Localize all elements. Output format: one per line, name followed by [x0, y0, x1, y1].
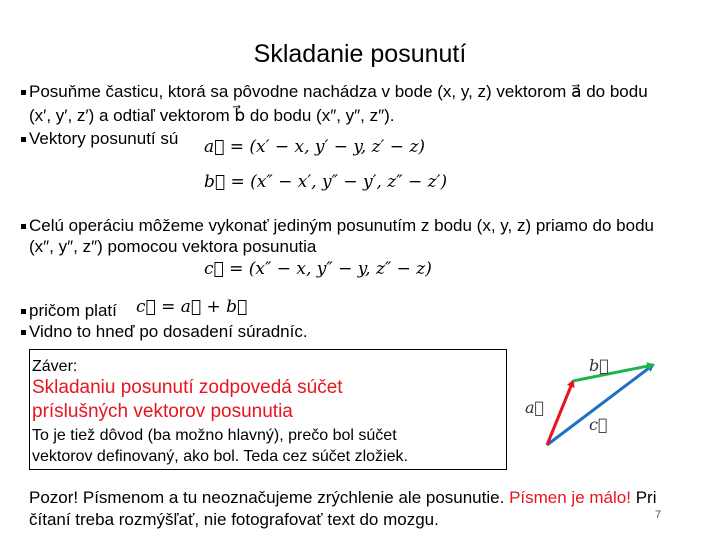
bullet [21, 90, 26, 95]
paragraph2-line3: pričom platí [29, 301, 117, 320]
equation-c: c⃗ = (x″ − x, y″ − y, z″ − z) [204, 259, 432, 279]
vector-addition-diagram [515, 345, 665, 465]
conclusion-headline-line2: príslušných vektorov posunutia [32, 401, 293, 422]
conclusion-body-line1: To je tiež dôvod (ba možno hlavný), prečo bol súčet [32, 427, 397, 444]
paragraph2-line2: (x″, y″, z″) pomocou vektora posunutia [29, 237, 317, 256]
slide-title: Skladanie posunutí [253, 40, 467, 68]
conclusion-body-line2: vektorov definovaný, ako bol. Teda cez súčet zložiek. [32, 448, 408, 465]
page-number: 7 [655, 509, 662, 521]
equation-b: b⃗ = (x″ − x′, y″ − y′, z″ − z′) [204, 172, 448, 192]
paragraph2-line4: Vidno to hneď po dosadení súradníc. [29, 322, 308, 341]
footer-warning: Pozor! Písmenom a tu neoznačujeme zrýchlenie ale posunutie. [29, 488, 505, 507]
conclusion-label: Záver: [32, 358, 78, 375]
vector-a-label: a⃗ [525, 398, 545, 417]
conclusion-headline-line1: Skladaniu posunutí zodpovedá súčet [32, 377, 343, 398]
bullet [21, 330, 26, 335]
footer-continuation: Pri [635, 488, 657, 507]
bullet [21, 224, 26, 229]
bullet [21, 309, 26, 314]
bullet [21, 137, 26, 142]
equation-sum: c⃗ = a⃗ + b⃗ [136, 297, 248, 317]
footer-line2: čítaní treba rozmýšľať, nie fotografovať text do mozgu. [29, 510, 439, 529]
paragraph1-line1: Posuňme časticu, ktorá sa pôvodne nachádza v bode (x, y, z) vektorom a⃗ do bodu [29, 82, 648, 101]
footer-line1 [29, 487, 656, 508]
paragraph2-line1: Celú operáciu môžeme vykonať jediným posunutím z bodu (x, y, z) priamo do bodu [29, 216, 654, 235]
equation-a: a⃗ = (x′ − x, y′ − y, z′ − z) [204, 137, 426, 157]
vector-b-label: b⃗ [589, 356, 609, 375]
paragraph1-line3: Vektory posunutí sú [29, 129, 179, 148]
footer-emphasis: Písmen je málo! [509, 488, 631, 507]
vector-c-label: c⃗ [589, 415, 608, 434]
paragraph1-line2: (x′, y′, z′) a odtiaľ vektorom b⃗ do bodu (x″, y″, z″). [29, 106, 395, 125]
